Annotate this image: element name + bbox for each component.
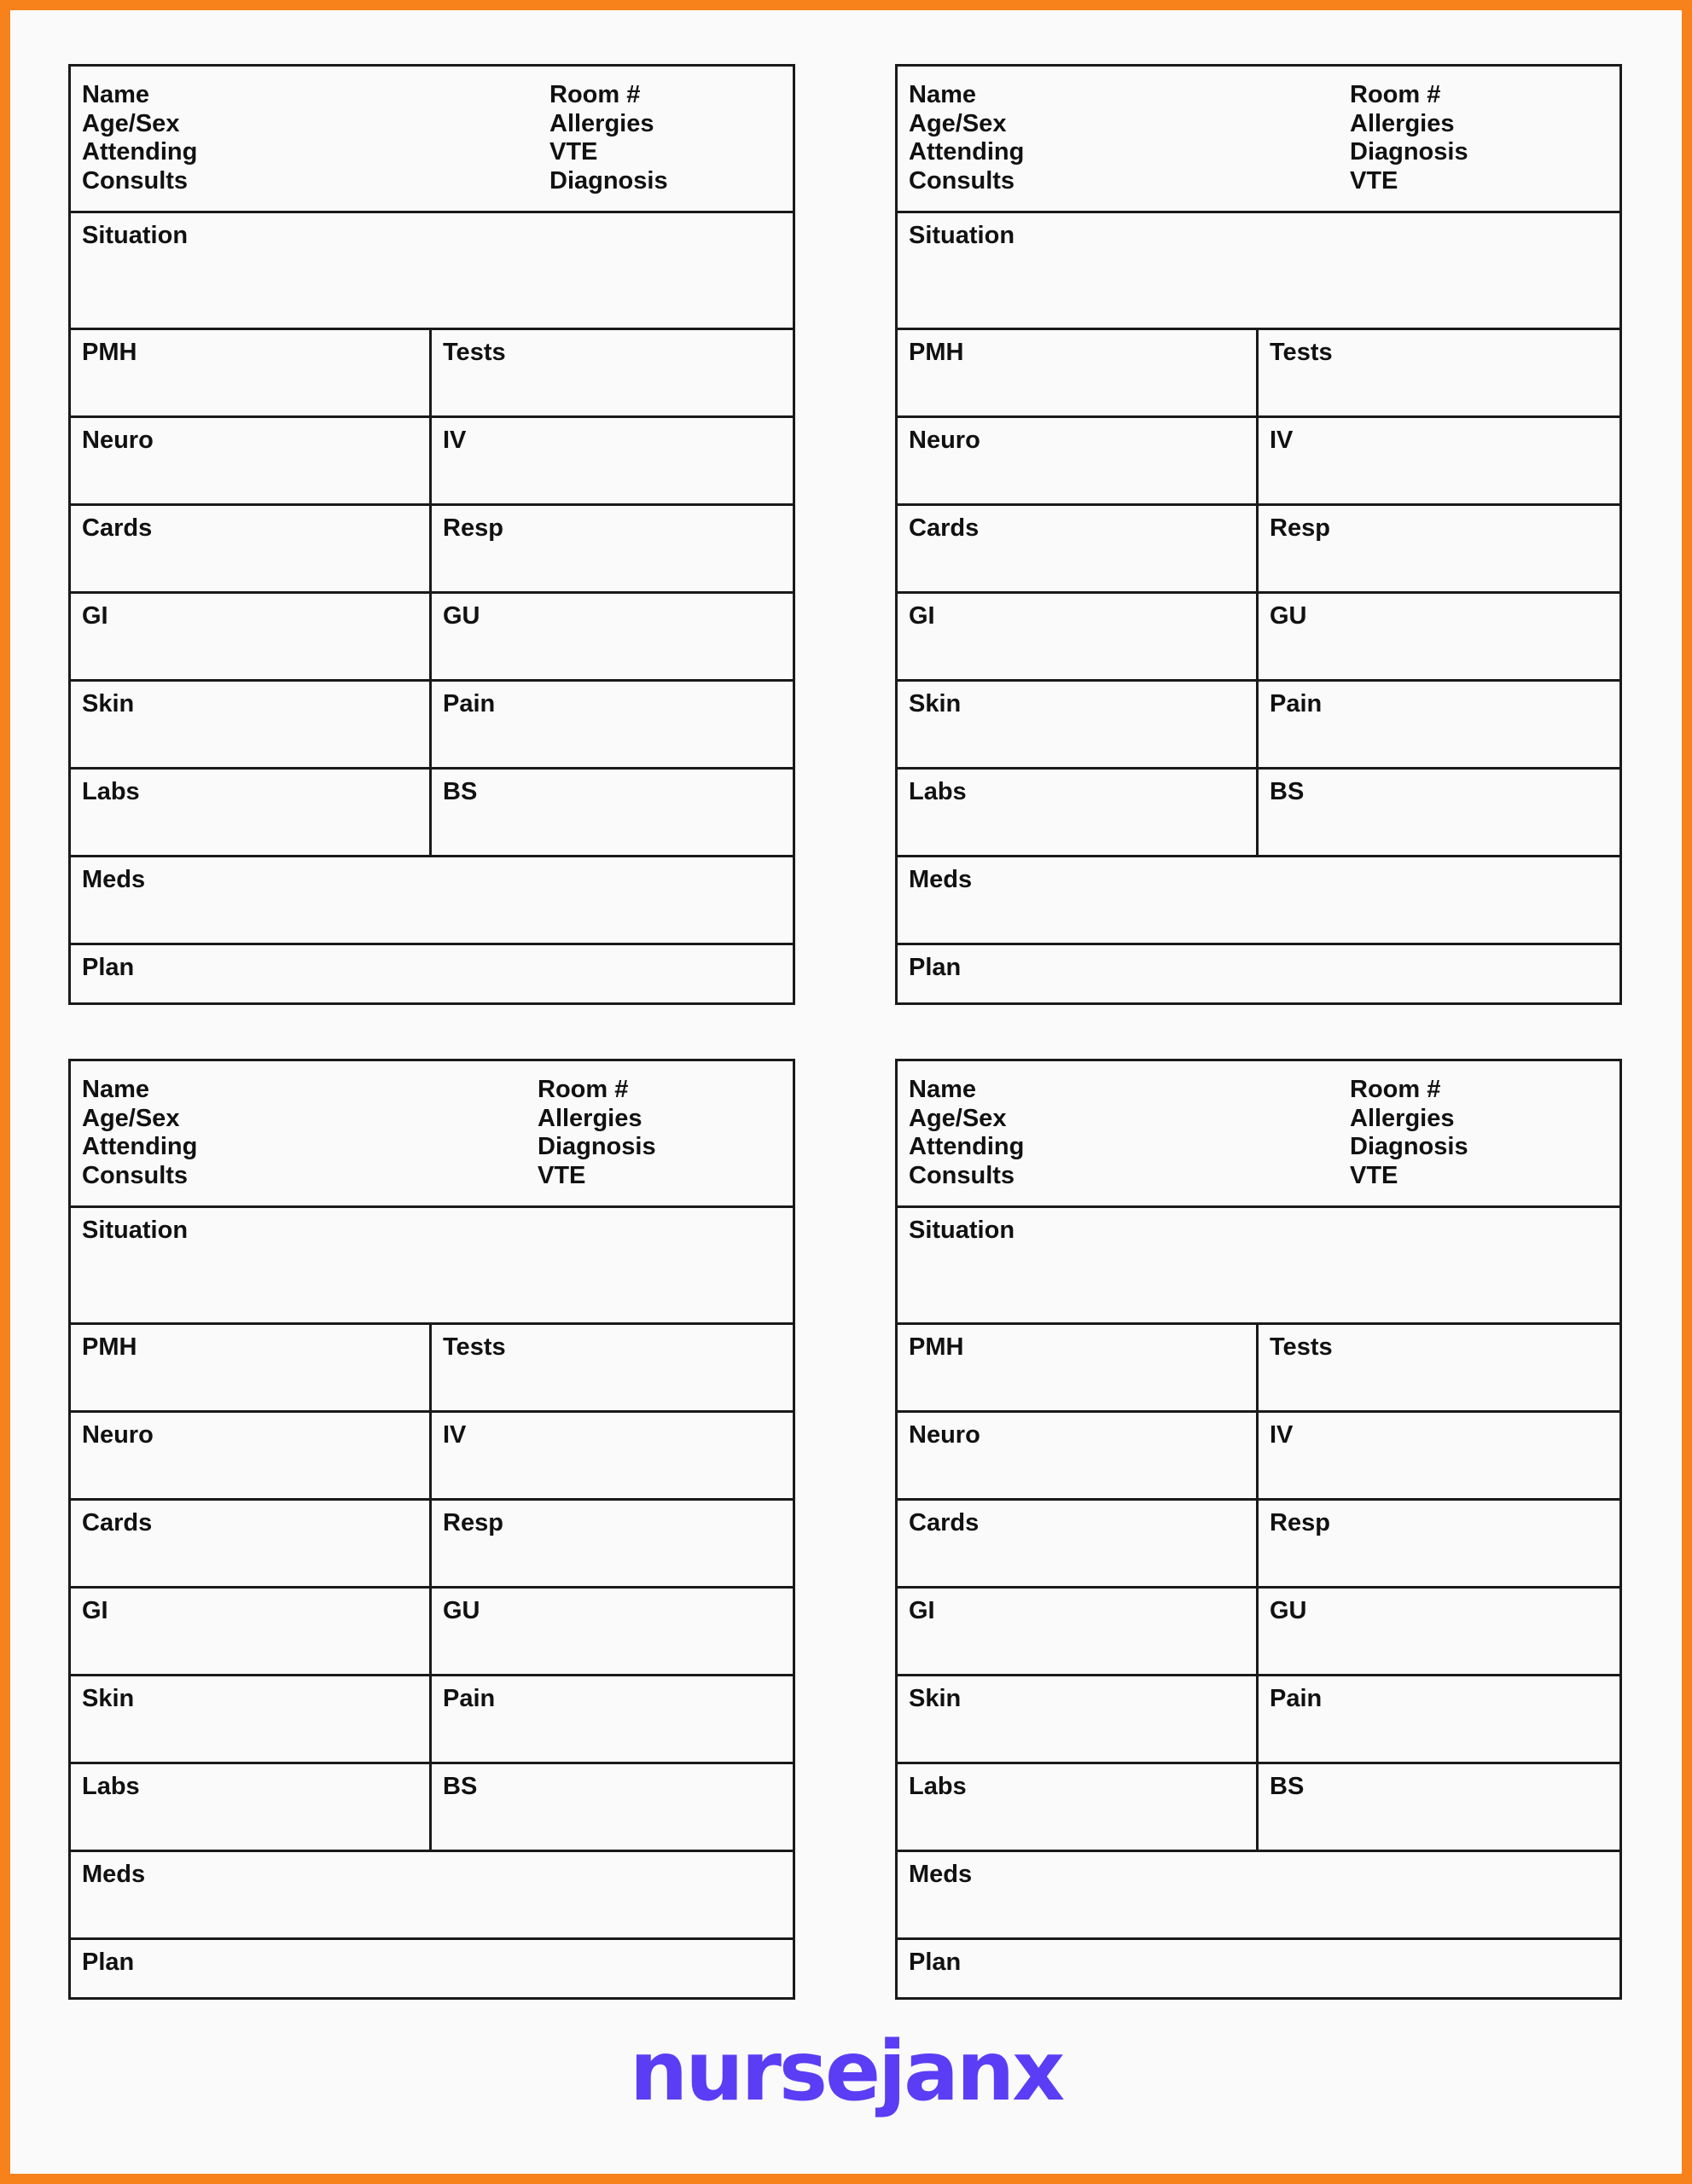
section-label: Labs — [909, 1773, 967, 1800]
section-label: GI — [909, 1597, 935, 1624]
section-label: GU — [443, 602, 480, 630]
header-left-fields — [82, 1076, 197, 1190]
header-field-label: Attending — [82, 1133, 198, 1160]
header-right-fields — [1350, 81, 1468, 195]
section-label: Skin — [82, 690, 135, 717]
assessment-row — [898, 1764, 1619, 1852]
section-label: Pain — [1270, 1685, 1323, 1712]
assessment-cell — [1259, 1325, 1619, 1410]
section-label: Tests — [443, 1333, 506, 1361]
header-field-label: Name — [909, 1076, 976, 1103]
section-label: GI — [909, 602, 935, 630]
header-field-label: Age/Sex — [909, 109, 1007, 137]
assessment-row — [71, 1589, 793, 1676]
assessment-row — [71, 1501, 793, 1589]
section-label: GI — [82, 602, 108, 630]
section-label: Plan — [82, 1949, 135, 1976]
assessment-row — [71, 1764, 793, 1852]
header-field-label: Room # — [538, 1076, 629, 1103]
assessment-cell — [432, 1325, 793, 1410]
section-label: Neuro — [909, 1421, 980, 1449]
assessment-cell — [432, 1676, 793, 1762]
section-label: Cards — [82, 1509, 153, 1536]
section-label: Tests — [1270, 339, 1333, 366]
section-label: Pain — [1270, 690, 1323, 717]
header-right-fields — [549, 81, 668, 195]
header-field-label: Name — [909, 81, 976, 108]
assessment-cell — [432, 594, 793, 679]
meds-section — [898, 857, 1619, 945]
section-label: Neuro — [909, 427, 980, 454]
assessment-cell — [71, 682, 432, 767]
assessment-cell — [1259, 1764, 1619, 1850]
situation-section — [898, 1208, 1619, 1325]
section-label: Plan — [82, 954, 135, 981]
section-label: Skin — [909, 690, 962, 717]
section-label: Meds — [82, 866, 146, 893]
section-label: Tests — [1270, 1333, 1333, 1361]
section-label: Resp — [443, 514, 503, 542]
assessment-cell — [898, 1325, 1259, 1410]
meds-section — [71, 1852, 793, 1940]
header-field-label: Consults — [82, 166, 189, 195]
header-field-label: VTE — [549, 138, 598, 166]
assessment-cell — [1259, 770, 1619, 855]
assessment-cell — [898, 330, 1259, 415]
header-field-label: Room # — [1350, 81, 1441, 108]
header-field-label: Allergies — [1350, 1104, 1455, 1132]
header-left-fields — [909, 1076, 1024, 1190]
assessment-cell — [432, 418, 793, 503]
section-label: GU — [443, 1597, 480, 1624]
assessment-cell — [1259, 1413, 1619, 1498]
assessment-cell — [71, 330, 432, 415]
assessment-cell — [432, 770, 793, 855]
assessment-cell — [898, 770, 1259, 855]
header-field-label: Allergies — [538, 1104, 642, 1132]
section-label: Meds — [909, 866, 973, 893]
assessment-row — [898, 770, 1619, 857]
situation-section — [898, 213, 1619, 330]
assessment-cell — [898, 1589, 1259, 1674]
patient-header — [898, 67, 1619, 213]
assessment-cell — [432, 506, 793, 591]
section-label: BS — [443, 1773, 478, 1800]
assessment-cell — [1259, 594, 1619, 679]
assessment-cell — [898, 682, 1259, 767]
header-left-fields — [909, 81, 1024, 195]
assessment-row — [898, 682, 1619, 770]
meds-section — [71, 857, 793, 945]
header-right-fields — [538, 1076, 656, 1190]
assessment-row — [898, 1589, 1619, 1676]
assessment-cell — [71, 506, 432, 591]
section-label: Meds — [909, 1861, 973, 1888]
assessment-cell — [432, 1589, 793, 1674]
assessment-cell — [71, 1764, 432, 1850]
assessment-cell — [432, 1501, 793, 1586]
nursejanx-logo: nursejanx — [629, 2024, 1063, 2119]
assessment-cell — [71, 1325, 432, 1410]
assessment-cell — [898, 1764, 1259, 1850]
assessment-cell — [1259, 1589, 1619, 1674]
section-label: Plan — [909, 1949, 962, 1976]
section-label: Cards — [82, 514, 153, 542]
header-field-label: VTE — [1350, 1161, 1398, 1189]
assessment-cell — [432, 1764, 793, 1850]
header-field-label: Allergies — [1350, 109, 1455, 137]
section-label: Skin — [82, 1685, 135, 1712]
situation-section — [71, 1208, 793, 1325]
header-field-label: Attending — [82, 138, 198, 166]
header-field-label: VTE — [538, 1161, 586, 1189]
assessment-cell — [898, 418, 1259, 503]
assessment-cell — [898, 594, 1259, 679]
section-label: PMH — [909, 1333, 964, 1361]
assessment-cell — [898, 506, 1259, 591]
assessment-row — [898, 1676, 1619, 1764]
patient-card-3 — [68, 1059, 795, 2000]
assessment-row — [898, 418, 1619, 506]
header-field-label: VTE — [1350, 166, 1398, 195]
assessment-cell — [898, 1501, 1259, 1586]
header-field-label: Room # — [1350, 1076, 1441, 1103]
header-field-label: Name — [82, 81, 149, 108]
header-field-label: Age/Sex — [82, 109, 180, 137]
patient-card-1 — [68, 64, 795, 1005]
assessment-row — [898, 506, 1619, 594]
assessment-row — [898, 1325, 1619, 1413]
section-label: Neuro — [82, 427, 154, 454]
assessment-cell — [898, 1413, 1259, 1498]
section-label: Pain — [443, 1685, 496, 1712]
header-field-label: Diagnosis — [538, 1133, 656, 1160]
assessment-cell — [1259, 1676, 1619, 1762]
section-label: BS — [443, 778, 478, 805]
header-field-label: Attending — [909, 138, 1025, 166]
assessment-cell — [1259, 418, 1619, 503]
header-field-label: Consults — [909, 1161, 1015, 1189]
header-field-label: Diagnosis — [1350, 138, 1468, 166]
plan-section — [71, 945, 793, 1003]
assessment-cell — [71, 1501, 432, 1586]
section-label: Resp — [1270, 1509, 1330, 1536]
section-label: Plan — [909, 954, 962, 981]
assessment-row — [71, 506, 793, 594]
plan-section — [71, 1940, 793, 1998]
section-label: IV — [443, 1421, 467, 1449]
section-label: IV — [1270, 1421, 1294, 1449]
situation-section — [71, 213, 793, 330]
header-field-label: Allergies — [549, 109, 654, 137]
section-label: Skin — [909, 1685, 962, 1712]
section-label: Labs — [82, 778, 140, 805]
header-field-label: Age/Sex — [82, 1104, 180, 1132]
assessment-row — [898, 1413, 1619, 1501]
section-label: Resp — [1270, 514, 1330, 542]
header-right-fields — [1350, 1076, 1468, 1190]
section-label: PMH — [82, 339, 137, 366]
patient-header — [898, 1061, 1619, 1208]
section-label: Neuro — [82, 1421, 154, 1449]
assessment-cell — [432, 1413, 793, 1498]
assessment-cell — [1259, 506, 1619, 591]
assessment-cell — [71, 594, 432, 679]
assessment-cell — [432, 682, 793, 767]
section-label: BS — [1270, 778, 1305, 805]
header-field-label: Consults — [909, 166, 1015, 195]
section-label: Pain — [443, 690, 496, 717]
assessment-row — [71, 330, 793, 418]
meds-section — [898, 1852, 1619, 1940]
assessment-cell — [898, 1676, 1259, 1762]
assessment-cell — [71, 770, 432, 855]
section-label: Resp — [443, 1509, 503, 1536]
plan-section — [898, 1940, 1619, 1998]
section-label: GU — [1270, 602, 1307, 630]
header-field-label: Consults — [82, 1161, 189, 1189]
assessment-row — [71, 770, 793, 857]
assessment-cell — [1259, 1501, 1619, 1586]
patient-header — [71, 1061, 793, 1208]
header-field-label: Attending — [909, 1133, 1025, 1160]
header-field-label: Room # — [549, 81, 641, 108]
section-label: Situation — [82, 1217, 189, 1244]
assessment-row — [71, 1676, 793, 1764]
patient-card-4 — [895, 1059, 1622, 2000]
header-field-label: Diagnosis — [549, 166, 668, 195]
section-label: Tests — [443, 339, 506, 366]
assessment-cell — [71, 1676, 432, 1762]
assessment-row — [898, 330, 1619, 418]
section-label: GU — [1270, 1597, 1307, 1624]
assessment-cell — [71, 418, 432, 503]
section-label: Situation — [909, 1217, 1015, 1244]
header-field-label: Age/Sex — [909, 1104, 1007, 1132]
assessment-row — [71, 418, 793, 506]
assessment-row — [71, 1325, 793, 1413]
header-field-label: Name — [82, 1076, 149, 1103]
plan-section — [898, 945, 1619, 1003]
section-label: PMH — [82, 1333, 137, 1361]
patient-header — [71, 67, 793, 213]
section-label: Situation — [909, 222, 1015, 249]
assessment-row — [71, 1413, 793, 1501]
section-label: Situation — [82, 222, 189, 249]
section-label: IV — [1270, 427, 1294, 454]
assessment-row — [71, 682, 793, 770]
section-label: Cards — [909, 1509, 980, 1536]
header-left-fields — [82, 81, 197, 195]
assessment-row — [898, 1501, 1619, 1589]
assessment-row — [898, 594, 1619, 682]
assessment-row — [71, 594, 793, 682]
header-field-label: Diagnosis — [1350, 1133, 1468, 1160]
section-label: IV — [443, 427, 467, 454]
section-label: Cards — [909, 514, 980, 542]
assessment-cell — [1259, 330, 1619, 415]
patient-card-2 — [895, 64, 1622, 1005]
assessment-cell — [432, 330, 793, 415]
section-label: GI — [82, 1597, 108, 1624]
section-label: Labs — [909, 778, 967, 805]
assessment-cell — [1259, 682, 1619, 767]
section-label: Meds — [82, 1861, 146, 1888]
section-label: PMH — [909, 339, 964, 366]
section-label: BS — [1270, 1773, 1305, 1800]
assessment-cell — [71, 1413, 432, 1498]
assessment-cell — [71, 1589, 432, 1674]
section-label: Labs — [82, 1773, 140, 1800]
